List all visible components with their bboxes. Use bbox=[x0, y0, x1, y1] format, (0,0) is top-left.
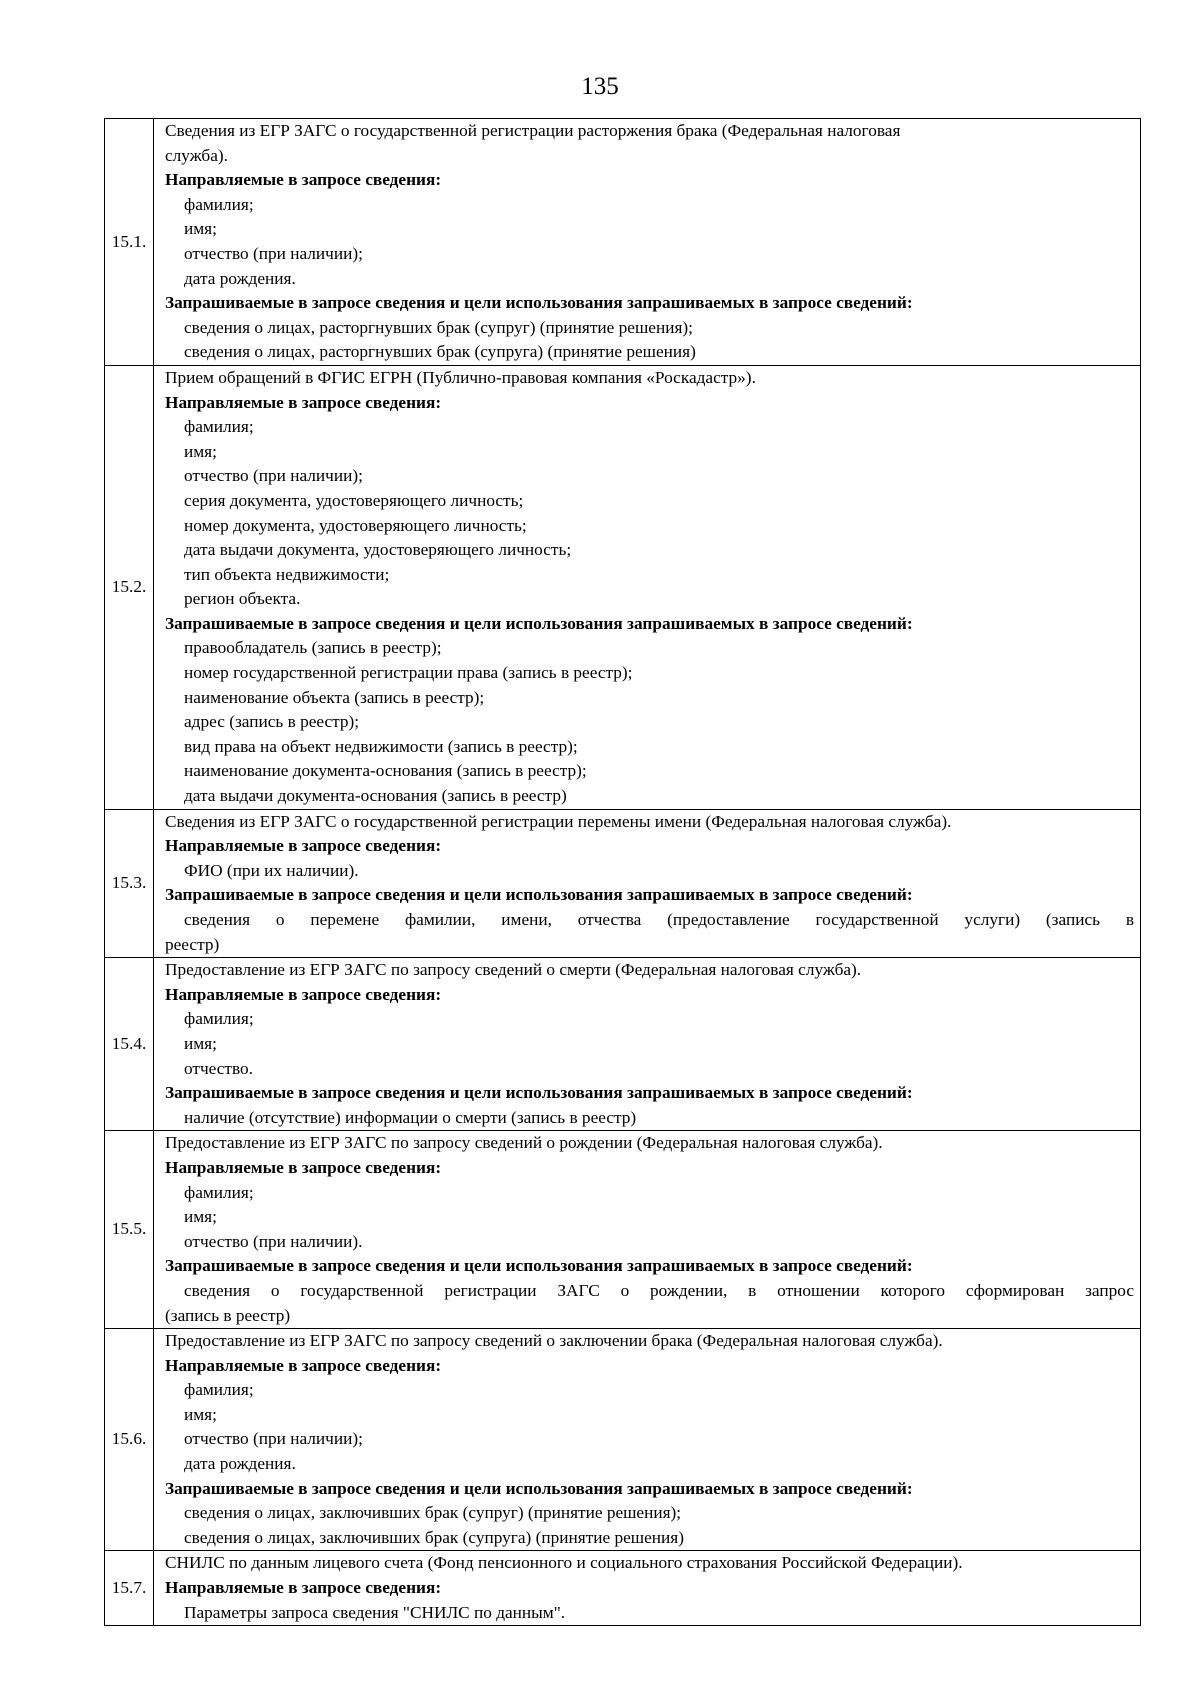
row-title: Предоставление из ЕГР ЗАГС по запросу сведений о заключении брака (Федеральная налоговая служба). bbox=[165, 1331, 943, 1351]
list-item: дата рождения. bbox=[184, 268, 296, 288]
list-item: Параметры запроса сведения "СНИЛС по данным". bbox=[184, 1602, 566, 1622]
row-content bbox=[154, 1329, 1141, 1551]
list-item: имя; bbox=[184, 219, 217, 239]
list-item: отчество (при наличии); bbox=[184, 243, 363, 263]
table-row bbox=[105, 1131, 1141, 1329]
row-title: Предоставление из ЕГР ЗАГС по запросу сведений о рождении (Федеральная налоговая служба). bbox=[165, 1133, 883, 1153]
list-item: отчество (при наличии). bbox=[184, 1231, 363, 1251]
list-item: ФИО (при их наличии). bbox=[184, 860, 359, 880]
row-number: 15.7. bbox=[105, 1551, 154, 1626]
row-number: 15.2. bbox=[105, 365, 154, 809]
row-content bbox=[154, 365, 1141, 809]
list-item: сведения о государственной регистрации ЗАГС о рождении, в отношении которого сформирован запрос bbox=[184, 1280, 1134, 1300]
list-item: вид права на объект недвижимости (запись в реестр); bbox=[184, 736, 578, 756]
list-item: номер документа, удостоверяющего личность; bbox=[184, 515, 527, 535]
list-item: наличие (отсутствие) информации о смерти (запись в реестр) bbox=[184, 1107, 637, 1127]
sent-fields-heading: Направляемые в запросе сведения: bbox=[165, 1157, 442, 1177]
list-item: имя; bbox=[184, 441, 217, 461]
sent-fields-heading: Направляемые в запросе сведения: bbox=[165, 1578, 442, 1598]
row-content bbox=[154, 1131, 1141, 1329]
list-item: фамилия; bbox=[184, 1009, 254, 1029]
row-number: 15.4. bbox=[105, 958, 154, 1131]
list-item-cont: реестр) bbox=[165, 934, 220, 954]
sent-fields-heading: Направляемые в запросе сведения: bbox=[165, 836, 442, 856]
list-item: фамилия; bbox=[184, 417, 254, 437]
list-item: адрес (запись в реестр); bbox=[184, 712, 360, 732]
list-item: отчество (при наличии); bbox=[184, 466, 363, 486]
list-item: сведения о лицах, расторгнувших брак (супруга) (принятие решения) bbox=[184, 342, 696, 362]
row-title-cont: служба). bbox=[165, 145, 228, 165]
row-content bbox=[154, 958, 1141, 1131]
list-item-cont: (запись в реестр) bbox=[165, 1305, 291, 1325]
requested-fields-heading: Запрашиваемые в запросе сведения и цели использования запрашиваемых в запросе сведений: bbox=[165, 1256, 913, 1276]
requested-fields-heading: Запрашиваемые в запросе сведения и цели использования запрашиваемых в запросе сведений: bbox=[165, 885, 913, 905]
page-number: 135 bbox=[581, 73, 619, 100]
list-item: сведения о лицах, заключивших брак (супруга) (принятие решения) bbox=[184, 1527, 684, 1547]
list-item: сведения о перемене фамилии, имени, отчества (предоставление государственной услуги) (запись в bbox=[184, 910, 1134, 929]
row-content bbox=[154, 809, 1141, 958]
table-row bbox=[105, 365, 1141, 809]
row-title: Предоставление из ЕГР ЗАГС по запросу сведений о смерти (Федеральная налоговая служба). bbox=[165, 960, 862, 980]
list-item: наименование объекта (запись в реестр); bbox=[184, 687, 485, 707]
row-number: 15.6. bbox=[105, 1329, 154, 1551]
row-number: 15.5. bbox=[105, 1131, 154, 1329]
requests-table bbox=[104, 118, 1141, 1626]
sent-fields-heading: Направляемые в запросе сведения: bbox=[165, 392, 442, 412]
list-item: правообладатель (запись в реестр); bbox=[184, 638, 442, 658]
table-row bbox=[105, 958, 1141, 1131]
table-row bbox=[105, 1329, 1141, 1551]
row-title: Прием обращений в ФГИС ЕГРН (Публично-правовая компания «Роскадастр»). bbox=[165, 367, 756, 387]
sent-fields-heading: Направляемые в запросе сведения: bbox=[165, 1355, 442, 1375]
list-item: регион объекта. bbox=[184, 589, 301, 609]
list-item: фамилия; bbox=[184, 194, 254, 214]
table-row bbox=[105, 1551, 1141, 1626]
sent-fields-heading: Направляемые в запросе сведения: bbox=[165, 170, 442, 190]
list-item: имя; bbox=[184, 1207, 217, 1227]
row-number: 15.3. bbox=[105, 809, 154, 958]
requested-fields-heading: Запрашиваемые в запросе сведения и цели использования запрашиваемых в запросе сведений: bbox=[165, 293, 913, 313]
row-title: СНИЛС по данным лицевого счета (Фонд пенсионного и социального страхования Российской Федерации). bbox=[165, 1553, 963, 1573]
list-item: отчество. bbox=[184, 1058, 253, 1078]
list-item: имя; bbox=[184, 1033, 217, 1053]
requested-fields-heading: Запрашиваемые в запросе сведения и цели использования запрашиваемых в запросе сведений: bbox=[165, 613, 913, 633]
list-item: сведения о лицах, расторгнувших брак (супруг) (принятие решения); bbox=[184, 317, 693, 337]
list-item: дата рождения. bbox=[184, 1454, 296, 1474]
requested-fields-heading: Запрашиваемые в запросе сведения и цели использования запрашиваемых в запросе сведений: bbox=[165, 1083, 913, 1103]
row-content bbox=[154, 119, 1141, 366]
table-row bbox=[105, 119, 1141, 366]
sent-fields-heading: Направляемые в запросе сведения: bbox=[165, 984, 442, 1004]
list-item: серия документа, удостоверяющего личность; bbox=[184, 490, 524, 510]
requested-fields-heading: Запрашиваемые в запросе сведения и цели использования запрашиваемых в запросе сведений: bbox=[165, 1478, 913, 1498]
row-content bbox=[154, 1551, 1141, 1626]
row-title: Сведения из ЕГР ЗАГС о государственной регистрации перемены имени (Федеральная налоговая служба). bbox=[165, 811, 952, 831]
list-item: отчество (при наличии); bbox=[184, 1429, 363, 1449]
list-item: наименование документа-основания (запись в реестр); bbox=[184, 761, 587, 781]
list-item: сведения о лицах, заключивших брак (супруг) (принятие решения); bbox=[184, 1503, 682, 1523]
list-item: номер государственной регистрации права (запись в реестр); bbox=[184, 663, 633, 683]
list-item: дата выдачи документа-основания (запись в реестр) bbox=[184, 786, 567, 806]
list-item: фамилия; bbox=[184, 1182, 254, 1202]
list-item: фамилия; bbox=[184, 1380, 254, 1400]
list-item: имя; bbox=[184, 1404, 217, 1424]
row-number: 15.1. bbox=[105, 119, 154, 366]
table-row bbox=[105, 809, 1141, 958]
list-item: дата выдачи документа, удостоверяющего личность; bbox=[184, 540, 572, 560]
list-item: тип объекта недвижимости; bbox=[184, 564, 390, 584]
row-title: Сведения из ЕГР ЗАГС о государственной регистрации расторжения брака (Федеральная налоговая bbox=[165, 121, 901, 140]
